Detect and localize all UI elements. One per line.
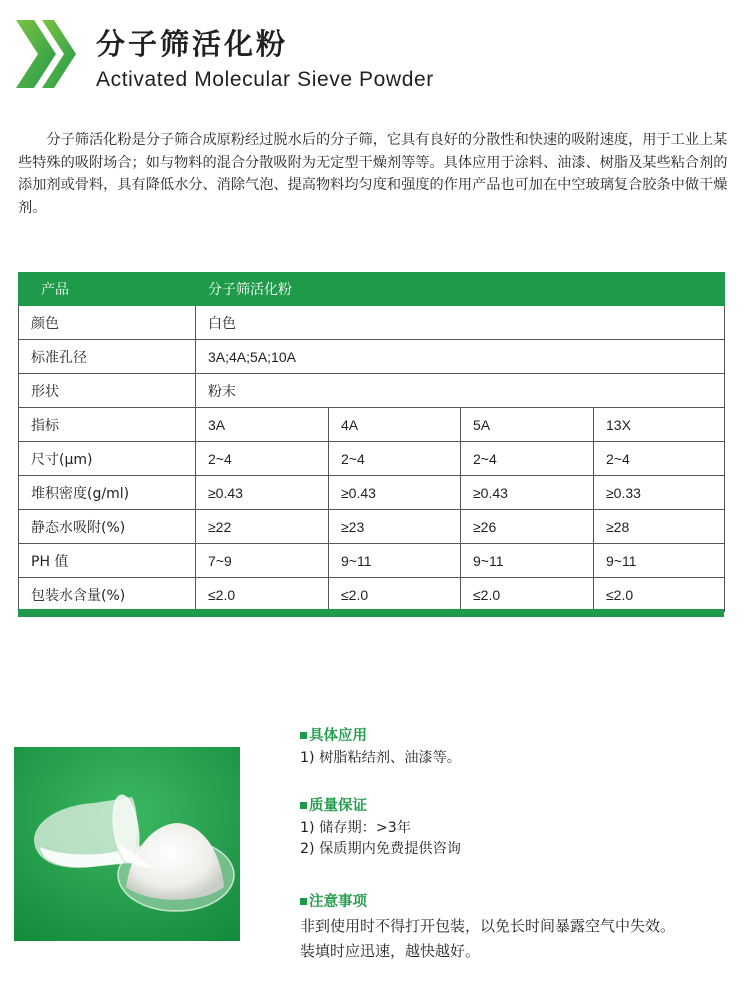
table-row	[19, 442, 725, 476]
page-title: 分子筛活化粉	[96, 27, 289, 61]
section-title: 注意事项	[309, 894, 367, 910]
table-header-row	[19, 273, 725, 306]
cell-value: ≥0.43	[196, 476, 329, 510]
intro-paragraph: 分子筛活化粉是分子筛合成原粉经过脱水后的分子筛，它具有良好的分散性和快速的吸附速度，用于工业上某些特殊的吸附场合；如与物料的混合分散吸附为无定型干燥剂等等。具体应用于涂料、油漆、树脂及某些粘合剂的添加剂或骨料，具有降低水分、消除气泡、提高物料均匀度和强度的作用产品也可加在中空玻璃复合胶条中做干燥剂。	[18, 132, 728, 216]
page-subtitle: Activated Molecular Sieve Powder	[96, 68, 434, 91]
row-label: 堆积密度(g/ml)	[19, 476, 196, 510]
section-notes	[300, 890, 675, 964]
cell-value: ≤2.0	[329, 578, 461, 612]
cell-value: 9~11	[329, 544, 461, 578]
cell-value: 7~9	[196, 544, 329, 578]
cell-value: ≤2.0	[461, 578, 594, 612]
cell-value: 2~4	[329, 442, 461, 476]
cell-value: 2~4	[461, 442, 594, 476]
cell-value: ≥22	[196, 510, 329, 544]
double-chevron-right-icon	[14, 18, 86, 90]
square-bullet-icon	[300, 732, 307, 739]
cell-value: ≥28	[594, 510, 725, 544]
row-label: 形状	[19, 374, 196, 408]
row-label: 标准孔径	[19, 340, 196, 374]
square-bullet-icon	[300, 802, 307, 809]
row-value: 粉末	[196, 374, 725, 408]
square-bullet-icon	[300, 898, 307, 905]
cell-value: 13X	[594, 408, 725, 442]
cell-value: 2~4	[594, 442, 725, 476]
row-value: 3A;4A;5A;10A	[196, 340, 725, 374]
row-label: 包装水含量(%)	[19, 578, 196, 612]
spec-table	[18, 272, 725, 612]
cell-value: 9~11	[594, 544, 725, 578]
table-row	[19, 306, 725, 340]
cell-value: 9~11	[461, 544, 594, 578]
row-label: 指标	[19, 408, 196, 442]
product-photo	[14, 747, 240, 941]
table-bottom-bar	[18, 609, 724, 617]
table-row	[19, 476, 725, 510]
section-line: 1) 树脂粘结剂、油漆等。	[300, 750, 461, 766]
section-line: 装填时应迅速，越快越好。	[300, 942, 481, 960]
table-row	[19, 374, 725, 408]
cell-value: 2~4	[196, 442, 329, 476]
section-quality	[300, 794, 461, 860]
row-value: 白色	[196, 306, 725, 340]
cell-value: ≥0.33	[594, 476, 725, 510]
section-application	[300, 724, 461, 769]
section-line: 非到使用时不得打开包装，以免长时间暴露空气中失效。	[300, 917, 676, 935]
cell-value: ≥26	[461, 510, 594, 544]
section-title: 质量保证	[309, 798, 367, 814]
cell-value: 3A	[196, 408, 329, 442]
cell-value: ≥23	[329, 510, 461, 544]
cell-value: ≤2.0	[196, 578, 329, 612]
section-title: 具体应用	[309, 728, 367, 744]
cell-value: ≤2.0	[594, 578, 725, 612]
table-header-label: 产品	[19, 273, 196, 306]
section-line: 2) 保质期内免费提供咨询	[300, 841, 461, 857]
table-row	[19, 510, 725, 544]
table-row	[19, 544, 725, 578]
table-row	[19, 340, 725, 374]
cell-value: ≥0.43	[461, 476, 594, 510]
row-label: 静态水吸附(%)	[19, 510, 196, 544]
table-row	[19, 578, 725, 612]
table-header-value: 分子筛活化粉	[196, 273, 725, 306]
table-row	[19, 408, 725, 442]
section-line: 1) 储存期：>3年	[300, 820, 411, 836]
cell-value: ≥0.43	[329, 476, 461, 510]
cell-value: 4A	[329, 408, 461, 442]
cell-value: 5A	[461, 408, 594, 442]
row-label: 尺寸(μm)	[19, 442, 196, 476]
row-label: 颜色	[19, 306, 196, 340]
row-label: PH 值	[19, 544, 196, 578]
